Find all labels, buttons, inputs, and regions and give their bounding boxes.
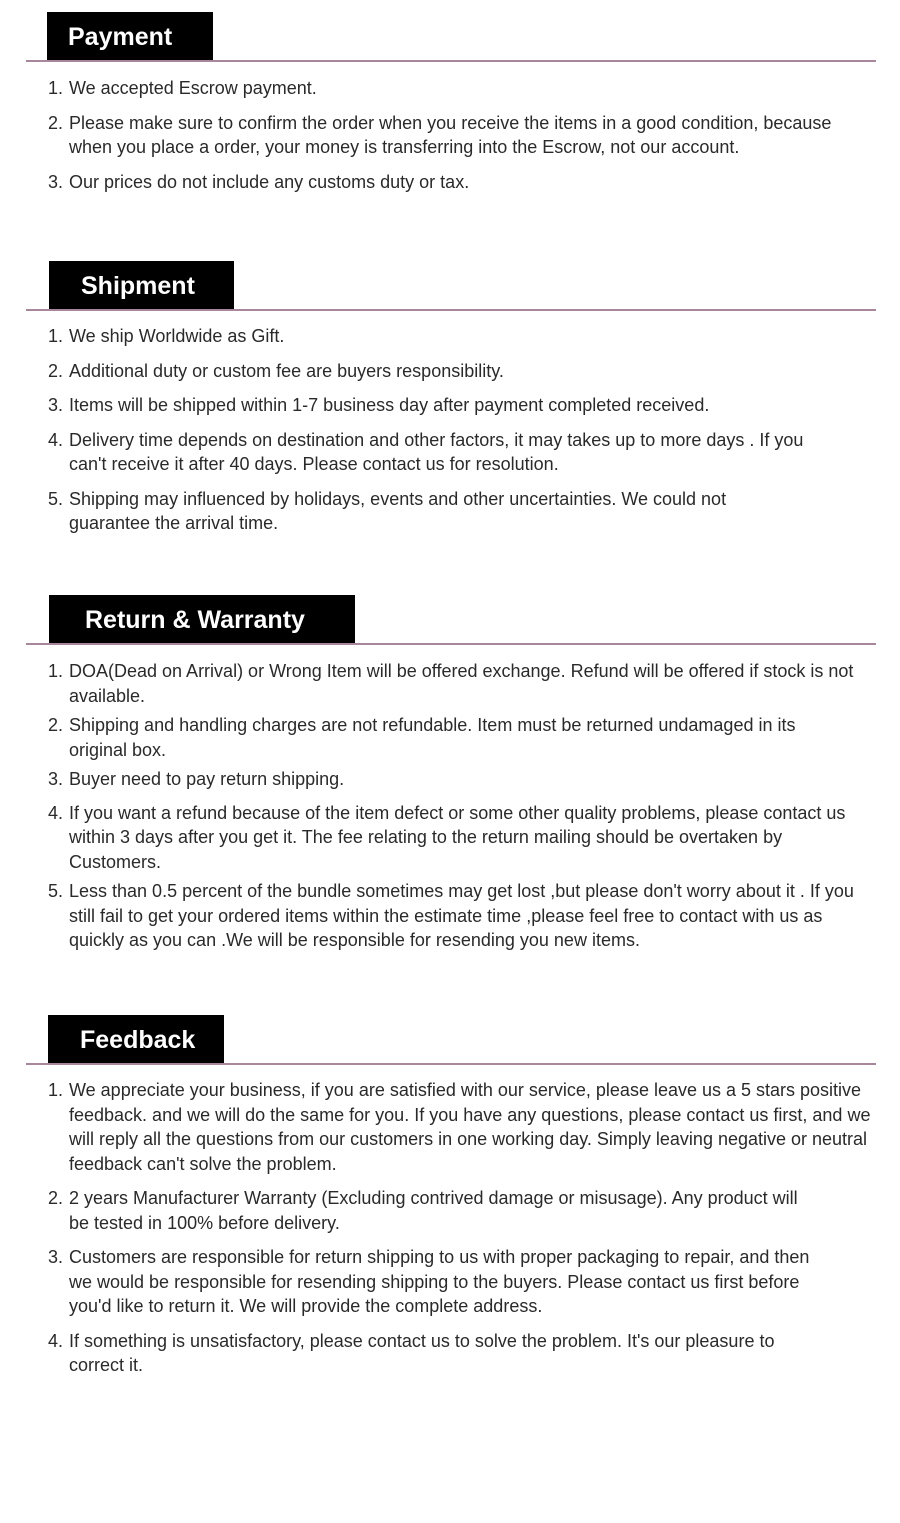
- list-item: [48, 801, 878, 875]
- item-number: 2.: [48, 112, 64, 133]
- list-item: [48, 879, 878, 953]
- list-item: [48, 1329, 878, 1378]
- item-number: 5.: [48, 488, 64, 509]
- item-text: DOA(Dead on Arrival) or Wrong Item will be offered exchange. Refund will be offered if stock is not available.: [69, 661, 854, 706]
- section-title: Shipment: [49, 261, 234, 311]
- list-item: [48, 1078, 878, 1176]
- item-number: 1.: [48, 326, 64, 346]
- section-divider: [26, 309, 876, 311]
- item-number: 2.: [48, 1188, 64, 1208]
- section-title: Feedback: [48, 1015, 224, 1065]
- item-text: Our prices do not include any customs duty or tax.: [69, 171, 470, 192]
- item-text: We appreciate your business, if you are satisfied with our service, please leave us a 5 stars positive feedback. and we will do the same for you. If you have any questions, please contact us first, and we will reply all the questions from our customers in one working day. Simply leaving negative or neutral feedback can't solve the problem.: [69, 1080, 871, 1174]
- list-item: [48, 76, 878, 101]
- item-list: [48, 659, 878, 953]
- section-divider: [26, 60, 876, 62]
- item-text: Buyer need to pay return shipping.: [69, 769, 345, 789]
- list-item: [48, 170, 878, 195]
- item-number: 2.: [48, 360, 64, 381]
- list-item: [48, 767, 878, 792]
- list-item: [48, 659, 878, 708]
- item-list: [48, 76, 878, 194]
- list-item: [48, 111, 878, 160]
- item-number: 1.: [48, 78, 64, 98]
- item-list: [48, 324, 878, 536]
- item-text: If you want a refund because of the item defect or some other quality problems, please contact us within 3 days after you get it. The fee relating to the return mailing should be overtaken by Customers.: [69, 802, 846, 872]
- item-text: Shipping may influenced by holidays, events and other uncertainties. We could not guarantee the arrival time.: [69, 488, 727, 533]
- item-text: Additional duty or custom fee are buyers responsibility.: [69, 360, 504, 381]
- item-text: 2 years Manufacturer Warranty (Excluding contrived damage or misusage). Any product will be tested in 100% before delivery.: [69, 1188, 798, 1233]
- item-number: 3.: [48, 171, 64, 192]
- item-number: 2.: [48, 715, 64, 735]
- item-text: Customers are responsible for return shipping to us with proper packaging to repair, and then we would be responsible for resending shipping to the buyers. Please contact us first before you'd like to return it. We will provide the complete address.: [69, 1247, 810, 1316]
- list-item: [48, 487, 878, 536]
- list-item: [48, 713, 878, 762]
- item-number: 5.: [48, 881, 64, 901]
- item-text: Less than 0.5 percent of the bundle sometimes may get lost ,but please don't worry about it . If you still fail to get your ordered items within the estimate time ,please feel free to contact with us as quickly as you can .We will be responsible for resending you new items.: [69, 881, 854, 950]
- item-number: 4.: [48, 429, 64, 450]
- item-number: 4.: [48, 802, 64, 823]
- item-text: Please make sure to confirm the order when you receive the items in a good condition, because when you place a order, your money is transferring into the Escrow, not our account.: [69, 112, 832, 157]
- item-text: Delivery time depends on destination and other factors, it may takes up to more days . If you can't receive it after 40 days. Please contact us for resolution.: [69, 429, 804, 474]
- item-text: Shipping and handling charges are not refundable. Item must be returned undamaged in its original box.: [69, 715, 796, 760]
- section-title: Payment: [47, 12, 213, 62]
- item-number: 4.: [48, 1330, 64, 1351]
- item-text: If something is unsatisfactory, please contact us to solve the problem. It's our pleasure to correct it.: [69, 1330, 775, 1375]
- item-number: 1.: [48, 661, 64, 681]
- list-item: [48, 428, 878, 477]
- item-number: 3.: [48, 395, 64, 415]
- item-list: [48, 1078, 878, 1378]
- item-number: 1.: [48, 1080, 64, 1100]
- section-divider: [26, 1063, 876, 1065]
- list-item: [48, 1186, 878, 1235]
- list-item: [48, 1245, 878, 1319]
- section-title: Return & Warranty: [49, 595, 355, 645]
- section-divider: [26, 643, 876, 645]
- item-number: 3.: [48, 1247, 64, 1267]
- item-text: Items will be shipped within 1-7 business day after payment completed received.: [69, 395, 710, 415]
- list-item: [48, 393, 878, 418]
- list-item: [48, 359, 878, 384]
- item-number: 3.: [48, 769, 64, 789]
- list-item: [48, 324, 878, 349]
- item-text: We accepted Escrow payment.: [69, 78, 317, 98]
- item-text: We ship Worldwide as Gift.: [69, 326, 285, 346]
